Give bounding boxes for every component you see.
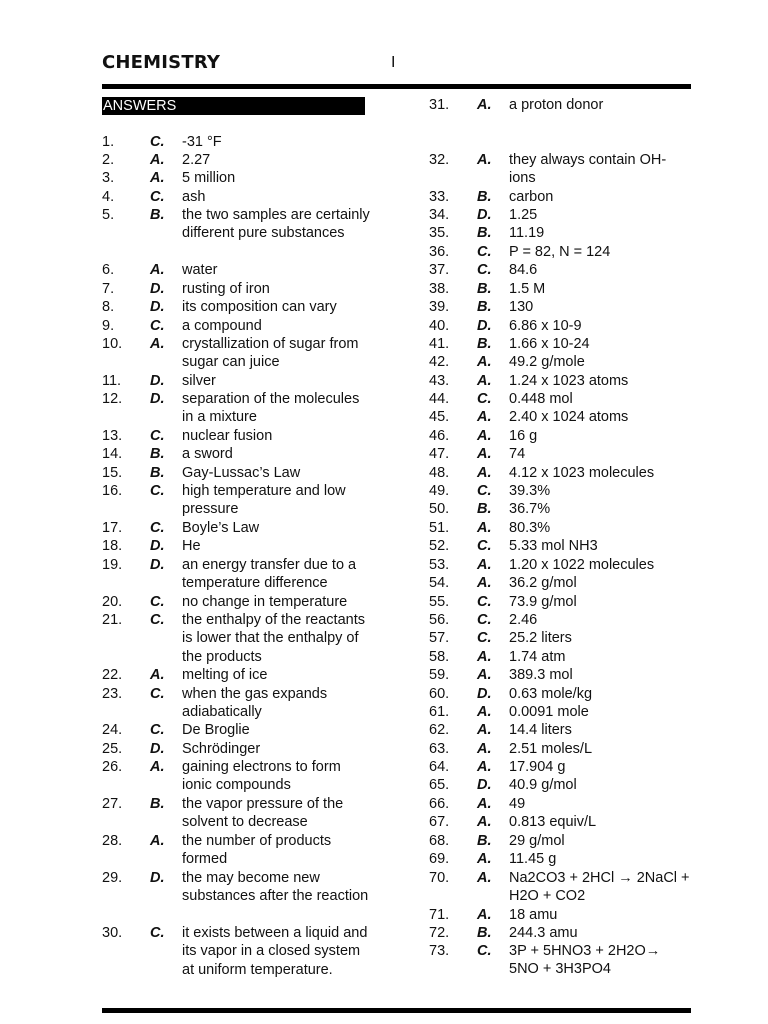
item-number: 34. — [429, 207, 450, 223]
item-number: 66. — [429, 796, 450, 812]
item-text: Gay-Lussac’s Law — [182, 465, 301, 481]
item-letter: A. — [477, 97, 492, 113]
item-number: 51. — [429, 520, 450, 536]
item-text: 40.9 g/mol — [509, 777, 577, 793]
item-letter: A. — [150, 336, 165, 352]
item-text: 0.813 equiv/L — [509, 814, 597, 830]
item-text: 2.51 moles/L — [509, 741, 593, 757]
item-number: 30. — [102, 925, 123, 941]
item-number: 44. — [429, 391, 450, 407]
item-letter: B. — [150, 446, 165, 462]
item-text: -31 °F — [182, 134, 222, 150]
item-letter: A. — [477, 557, 492, 573]
item-number: 28. — [102, 833, 123, 849]
item-text: gaining electrons to form ionic compounds — [182, 759, 341, 794]
item-text: 17.904 g — [509, 759, 566, 775]
item-number: 41. — [429, 336, 450, 352]
item-number: 59. — [429, 667, 450, 683]
item-text: an energy transfer due to a temperature difference — [182, 557, 357, 592]
item-number: 73. — [429, 943, 450, 959]
item-letter: D. — [150, 741, 165, 757]
item-text: no change in temperature — [182, 594, 348, 610]
answers-heading: ANSWERS — [102, 97, 365, 115]
item-letter: D. — [477, 777, 492, 793]
item-text: 2.40 x 1024 atoms — [509, 409, 629, 425]
item-text: P = 82, N = 124 — [509, 244, 611, 260]
item-number: 18. — [102, 538, 123, 554]
item-text: 5.33 mol NH3 — [509, 538, 598, 554]
item-number: 70. — [429, 870, 450, 886]
item-text: carbon — [509, 189, 554, 205]
item-letter: B. — [477, 299, 492, 315]
item-number: 22. — [102, 667, 123, 683]
item-text: 130 — [509, 299, 534, 315]
item-number: 12. — [102, 391, 123, 407]
page-title: CHEMISTRY — [102, 52, 221, 73]
item-number: 6. — [102, 262, 115, 278]
item-letter: A. — [150, 152, 165, 168]
item-text: 4.12 x 1023 molecules — [509, 465, 655, 481]
item-text: 2.46 — [509, 612, 538, 628]
item-number: 8. — [102, 299, 115, 315]
item-text: 0.0091 mole — [509, 704, 589, 720]
item-number: 45. — [429, 409, 450, 425]
item-number: 14. — [102, 446, 123, 462]
item-text: 2.27 — [182, 152, 211, 168]
item-letter: C. — [150, 722, 165, 738]
item-letter: C. — [477, 262, 492, 278]
item-number: 69. — [429, 851, 450, 867]
item-number: 17. — [102, 520, 123, 536]
item-number: 53. — [429, 557, 450, 573]
item-letter: B. — [150, 465, 165, 481]
item-letter: D. — [477, 686, 492, 702]
item-letter: A. — [150, 759, 165, 775]
item-number: 47. — [429, 446, 450, 462]
item-text: the may become new substances after the reaction — [182, 870, 369, 905]
item-text: 5 million — [182, 170, 236, 186]
item-letter: B. — [477, 501, 492, 517]
item-text: high temperature and low pressure — [182, 483, 346, 518]
item-number: 67. — [429, 814, 450, 830]
item-number: 61. — [429, 704, 450, 720]
item-text: Schrödinger — [182, 741, 261, 757]
item-number: 58. — [429, 649, 450, 665]
item-number: 38. — [429, 281, 450, 297]
item-letter: A. — [150, 833, 165, 849]
item-text: they always contain OH- ions — [509, 152, 667, 187]
item-number: 16. — [102, 483, 123, 499]
item-letter: A. — [150, 262, 165, 278]
item-number: 5. — [102, 207, 115, 223]
item-letter: C. — [150, 134, 165, 150]
item-text: it exists between a liquid and its vapor in a closed system at uniform temperature. — [182, 925, 368, 978]
item-number: 49. — [429, 483, 450, 499]
item-text: when the gas expands adiabatically — [182, 686, 328, 721]
item-text: 25.2 liters — [509, 630, 572, 646]
item-text: 11.45 g — [509, 851, 557, 867]
item-text: 1.24 x 1023 atoms — [509, 373, 629, 389]
item-number: 62. — [429, 722, 450, 738]
item-letter: D. — [150, 281, 165, 297]
item-number: 21. — [102, 612, 123, 628]
section-number: I — [391, 54, 396, 71]
item-letter: C. — [150, 925, 165, 941]
item-letter: A. — [477, 667, 492, 683]
item-letter: C. — [150, 318, 165, 334]
item-text: 11.19 — [509, 225, 545, 241]
item-text: its composition can vary — [182, 299, 337, 315]
item-text: 36.2 g/mol — [509, 575, 577, 591]
item-number: 43. — [429, 373, 450, 389]
item-text: 73.9 g/mol — [509, 594, 577, 610]
item-text: De Broglie — [182, 722, 250, 738]
item-letter: A. — [477, 446, 492, 462]
item-letter: C. — [150, 428, 165, 444]
item-text: 1.74 atm — [509, 649, 566, 665]
item-letter: A. — [477, 870, 492, 886]
item-text: melting of ice — [182, 667, 268, 683]
item-number: 3. — [102, 170, 115, 186]
item-text: 6.86 x 10-9 — [509, 318, 582, 334]
item-text: crystallization of sugar from sugar can juice — [182, 336, 359, 371]
item-number: 33. — [429, 189, 450, 205]
item-letter: B. — [477, 336, 492, 352]
item-text: rusting of iron — [182, 281, 270, 297]
item-text: 1.25 — [509, 207, 538, 223]
item-letter: A. — [477, 741, 492, 757]
item-letter: C. — [477, 943, 492, 959]
item-text: separation of the molecules in a mixture — [182, 391, 360, 426]
item-letter: A. — [150, 170, 165, 186]
item-letter: B. — [150, 207, 165, 223]
item-text: nuclear fusion — [182, 428, 273, 444]
item-text: ash — [182, 189, 206, 205]
item-number: 24. — [102, 722, 123, 738]
item-text: 36.7% — [509, 501, 551, 517]
item-letter: C. — [150, 594, 165, 610]
item-number: 60. — [429, 686, 450, 702]
item-letter: D. — [150, 870, 165, 886]
item-number: 54. — [429, 575, 450, 591]
item-letter: A. — [477, 704, 492, 720]
item-text: 49.2 g/mole — [509, 354, 585, 370]
item-text: a sword — [182, 446, 233, 462]
item-letter: A. — [477, 907, 492, 923]
item-text: 0.63 mole/kg — [509, 686, 593, 702]
item-letter: B. — [477, 833, 492, 849]
item-text: a proton donor — [509, 97, 604, 113]
item-number: 13. — [102, 428, 123, 444]
item-number: 64. — [429, 759, 450, 775]
item-letter: D. — [150, 538, 165, 554]
item-letter: B. — [477, 925, 492, 941]
item-number: 15. — [102, 465, 123, 481]
item-text: 3P + 5HNO3 + 2H2O→ 5NO + 3H3PO4 — [509, 943, 661, 978]
item-letter: C. — [150, 520, 165, 536]
item-letter: A. — [477, 759, 492, 775]
item-number: 7. — [102, 281, 115, 297]
item-text: 1.66 x 10-24 — [509, 336, 590, 352]
item-letter: C. — [477, 483, 492, 499]
item-number: 56. — [429, 612, 450, 628]
item-text: He — [182, 538, 201, 554]
item-letter: C. — [477, 391, 492, 407]
item-number: 23. — [102, 686, 123, 702]
item-number: 37. — [429, 262, 450, 278]
item-letter: A. — [477, 354, 492, 370]
item-letter: A. — [477, 409, 492, 425]
item-letter: B. — [477, 281, 492, 297]
item-number: 35. — [429, 225, 450, 241]
item-number: 26. — [102, 759, 123, 775]
item-number: 57. — [429, 630, 450, 646]
item-letter: C. — [477, 630, 492, 646]
item-text: 14.4 liters — [509, 722, 572, 738]
item-letter: D. — [150, 299, 165, 315]
item-number: 50. — [429, 501, 450, 517]
item-number: 11. — [102, 373, 122, 389]
item-text: the number of products formed — [182, 833, 332, 868]
item-letter: A. — [477, 428, 492, 444]
item-number: 39. — [429, 299, 450, 315]
item-number: 72. — [429, 925, 450, 941]
item-letter: B. — [477, 225, 492, 241]
item-text: 389.3 mol — [509, 667, 573, 683]
item-text: 16 g — [509, 428, 538, 444]
item-text: Na2CO3 + 2HCl → 2NaCl + H2O + CO2 — [509, 870, 690, 905]
item-number: 1. — [102, 134, 115, 150]
item-number: 40. — [429, 318, 450, 334]
item-letter: D. — [150, 557, 165, 573]
item-text: the enthalpy of the reactants is lower that the enthalpy of the products — [182, 612, 365, 665]
item-letter: A. — [477, 649, 492, 665]
item-letter: A. — [477, 373, 492, 389]
item-number: 42. — [429, 354, 450, 370]
item-number: 4. — [102, 189, 115, 205]
item-letter: A. — [477, 851, 492, 867]
item-letter: D. — [150, 391, 165, 407]
item-text: 18 amu — [509, 907, 558, 923]
item-letter: B. — [477, 189, 492, 205]
item-text: 84.6 — [509, 262, 538, 278]
item-letter: A. — [477, 722, 492, 738]
item-number: 52. — [429, 538, 450, 554]
item-number: 20. — [102, 594, 123, 610]
item-text: 0.448 mol — [509, 391, 573, 407]
item-letter: C. — [477, 538, 492, 554]
item-text: 80.3% — [509, 520, 551, 536]
item-number: 65. — [429, 777, 450, 793]
item-number: 25. — [102, 741, 123, 757]
item-number: 32. — [429, 152, 450, 168]
item-number: 19. — [102, 557, 123, 573]
item-letter: A. — [477, 520, 492, 536]
item-letter: D. — [477, 318, 492, 334]
item-letter: A. — [477, 814, 492, 830]
item-text: 49 — [509, 796, 526, 812]
item-text: a compound — [182, 318, 262, 334]
item-letter: A. — [150, 667, 165, 683]
item-number: 31. — [429, 97, 450, 113]
item-text: 244.3 amu — [509, 925, 578, 941]
item-number: 2. — [102, 152, 115, 168]
item-number: 71. — [429, 907, 450, 923]
item-text: 1.20 x 1022 molecules — [509, 557, 655, 573]
item-letter: A. — [477, 575, 492, 591]
item-text: the two samples are certainly different pure substances — [182, 207, 370, 242]
item-number: 10. — [102, 336, 123, 352]
top-rule — [102, 84, 691, 89]
item-number: 9. — [102, 318, 115, 334]
item-letter: C. — [150, 483, 165, 499]
item-letter: C. — [150, 686, 165, 702]
item-text: 29 g/mol — [509, 833, 565, 849]
item-text: water — [182, 262, 218, 278]
item-text: silver — [182, 373, 216, 389]
item-letter: A. — [477, 796, 492, 812]
item-letter: C. — [150, 189, 165, 205]
item-number: 48. — [429, 465, 450, 481]
item-letter: C. — [477, 612, 492, 628]
item-number: 55. — [429, 594, 450, 610]
item-text: the vapor pressure of the solvent to decrease — [182, 796, 344, 831]
item-letter: C. — [150, 612, 165, 628]
item-number: 29. — [102, 870, 123, 886]
item-text: 1.5 M — [509, 281, 546, 297]
item-letter: D. — [477, 207, 492, 223]
item-number: 27. — [102, 796, 123, 812]
bottom-rule — [102, 1008, 691, 1013]
item-number: 68. — [429, 833, 450, 849]
item-letter: A. — [477, 152, 492, 168]
item-text: 74 — [509, 446, 526, 462]
item-number: 63. — [429, 741, 450, 757]
item-letter: C. — [477, 594, 492, 610]
item-text: 39.3% — [509, 483, 551, 499]
item-number: 36. — [429, 244, 450, 260]
item-letter: B. — [150, 796, 165, 812]
item-letter: D. — [150, 373, 165, 389]
item-letter: A. — [477, 465, 492, 481]
item-number: 46. — [429, 428, 450, 444]
item-text: Boyle’s Law — [182, 520, 260, 536]
item-letter: C. — [477, 244, 492, 260]
